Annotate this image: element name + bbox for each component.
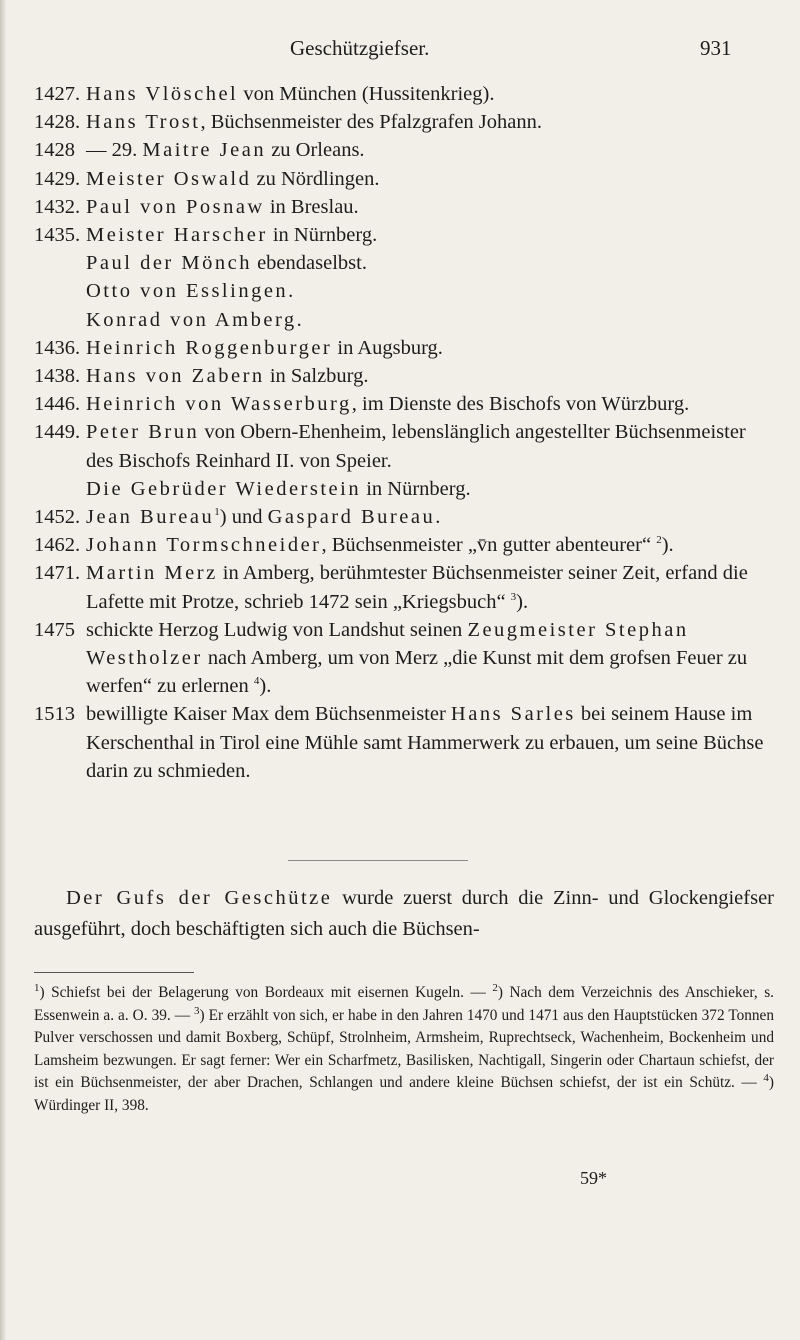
entry-year: 1429.: [34, 167, 81, 190]
entry-text: bewilligte Kaiser Max dem Büchsenmeister Hans Sarles bei seinem Hause im Kerschenthal in Tirol eine Mühle samt Hammerwerk zu erbauen, um seine Büchse darin zu schmieden.: [86, 703, 764, 782]
entry-text: Konrad von Amberg.: [86, 308, 302, 331]
footnote-text: ) Nach dem Verzeichnis des Anschieker, s. Essenwein a. a. O. 39. —: [34, 984, 774, 1024]
footnote-text: ) Würdinger II, 398.: [34, 1074, 774, 1114]
page-edge: [0, 0, 6, 1340]
entry-year: 1436.: [34, 336, 81, 359]
entry-year: 1475: [34, 618, 75, 641]
entry: [34, 390, 774, 418]
section-divider: [288, 860, 468, 861]
footnote-ref: 4: [253, 675, 260, 688]
entry-year: [34, 306, 86, 334]
footnote-marker: 1: [34, 981, 40, 994]
entry-year: 1428.: [34, 111, 81, 134]
entry: [34, 80, 774, 108]
entry: [34, 193, 774, 221]
entry-year: [34, 475, 86, 503]
entry-text: Die Gebrüder Wiederstein in Nürnberg.: [86, 477, 471, 500]
entry-text: Johann Tormschneider, Büchsenmeister „v̄n gutter abenteurer“ $^2$).: [86, 534, 674, 557]
footnote-ref: 3: [510, 590, 517, 603]
entry-year: [34, 249, 86, 277]
entry-text: schickte Herzog Ludwig von Landshut seinen Zeugmeister Stephan Westholzer nach Amberg, um von Merz „die Kunst mit dem grofsen Feuer zu werfen“ zu erlernen $^4$).: [86, 618, 748, 698]
entry-year: 1452.: [34, 506, 81, 529]
entry: [34, 277, 774, 305]
entry: [34, 136, 774, 164]
footnotes: [34, 982, 774, 1118]
entry-year: 1438.: [34, 365, 81, 388]
signature-mark: 59*: [580, 1168, 607, 1188]
entry: [34, 306, 774, 334]
entry: [34, 616, 774, 701]
entry-text: — 29. Maitre Jean zu Orleans.: [86, 139, 365, 162]
footnote-marker: 4: [763, 1072, 769, 1085]
entry-year: 1428: [34, 139, 75, 162]
entry-text: Jean Bureau$^1$) und Gaspard Bureau.: [86, 506, 441, 529]
entry-text: Meister Harscher in Nürnberg.: [86, 224, 378, 247]
footnote-ref: 2: [656, 534, 662, 547]
entry-year: 1449.: [34, 421, 81, 444]
entry-text: Paul der Mönch ebendaselbst.: [86, 252, 367, 275]
entry-text: Martin Merz in Amberg, berühmtester Büchsenmeister seiner Zeit, erfand die Lafette mit Protze, schrieb 1472 sein „Kriegsbuch“ $^3$).: [86, 562, 748, 613]
entry: [34, 559, 774, 615]
entry-text: Hans Trost, Büchsenmeister des Pfalzgrafen Johann.: [86, 111, 543, 134]
footnote-ref: 1: [214, 506, 220, 519]
emphasis-text: Der Gufs der Geschütze: [66, 887, 333, 909]
page-number: 931: [700, 36, 732, 60]
paragraph-text: wurde zuerst durch die Zinn- und Glockengiefser ausgeführt, doch beschäftigten sich auch die Büchsen-: [34, 887, 774, 940]
body-paragraph: [34, 883, 774, 945]
entry-year: 1446.: [34, 393, 81, 416]
entry-year: 1471.: [34, 562, 81, 585]
running-header: [0, 36, 800, 66]
entry: [34, 503, 774, 531]
entry: [34, 165, 774, 193]
entry: [34, 531, 774, 559]
entry-text: Hans von Zabern in Salzburg.: [86, 365, 369, 388]
entry-text: Heinrich Roggenburger in Augsburg.: [86, 336, 443, 359]
footnote-rule: [34, 972, 194, 973]
entry-year: 1513: [34, 703, 75, 726]
entry-text: Otto von Esslingen.: [86, 280, 294, 303]
footnote-marker: 3: [194, 1004, 200, 1017]
entry-year: 1462.: [34, 534, 81, 557]
entry: [34, 418, 774, 474]
entry: [34, 362, 774, 390]
entry: [34, 334, 774, 362]
entry-year: 1432.: [34, 195, 81, 218]
entry-text: Meister Oswald zu Nördlingen.: [86, 167, 380, 190]
footnote-text: ) Schiefst bei der Belagerung von Bordeaux mit eisernen Kugeln. —: [39, 984, 493, 1001]
entry-text: Peter Brun von Obern-Ehenheim, lebenslänglich angestellter Büchsenmeister des Bischofs Reinhard II. von Speier.: [86, 421, 746, 472]
entry-year: [34, 277, 86, 305]
entry-year: 1427.: [34, 83, 81, 105]
footnote-text: ) Er erzählt von sich, er habe in den Jahren 1470 und 1471 aus den Hauptstücken 372 Tonnen Pulver verschossen und damit Boxberg, Schüpf, Strolnheim, Armsheim, Ruprechtseck, Wachenheim, Bockenheim und Lamsheim bezwungen. Er sagt ferner: Wer ein Scharfmetz, Basilisken, Nachtigall, Singerin oder Chartaun schiefst, der ist ein Büchsenmeister, der aber Drachen, Schlangen und andere kleine Büchsen schiefst, der ist ein Schütz. —: [34, 1006, 774, 1092]
entry-year: 1435.: [34, 224, 81, 247]
running-title: Geschützgiefser.: [290, 36, 430, 60]
entry: [34, 221, 774, 249]
entry-text: Hans Vlöschel von München (Hussitenkrieg).: [86, 83, 495, 105]
entry: [34, 249, 774, 277]
entry-text: Heinrich von Wasserburg, im Dienste des Bischofs von Würzburg.: [86, 393, 690, 416]
entry: [34, 700, 774, 785]
footnote-marker: 2: [492, 981, 498, 994]
entry: [34, 475, 774, 503]
entry-text: Paul von Posnaw in Breslau.: [86, 195, 359, 218]
chronology-list: [34, 80, 774, 785]
entry: [34, 108, 774, 136]
